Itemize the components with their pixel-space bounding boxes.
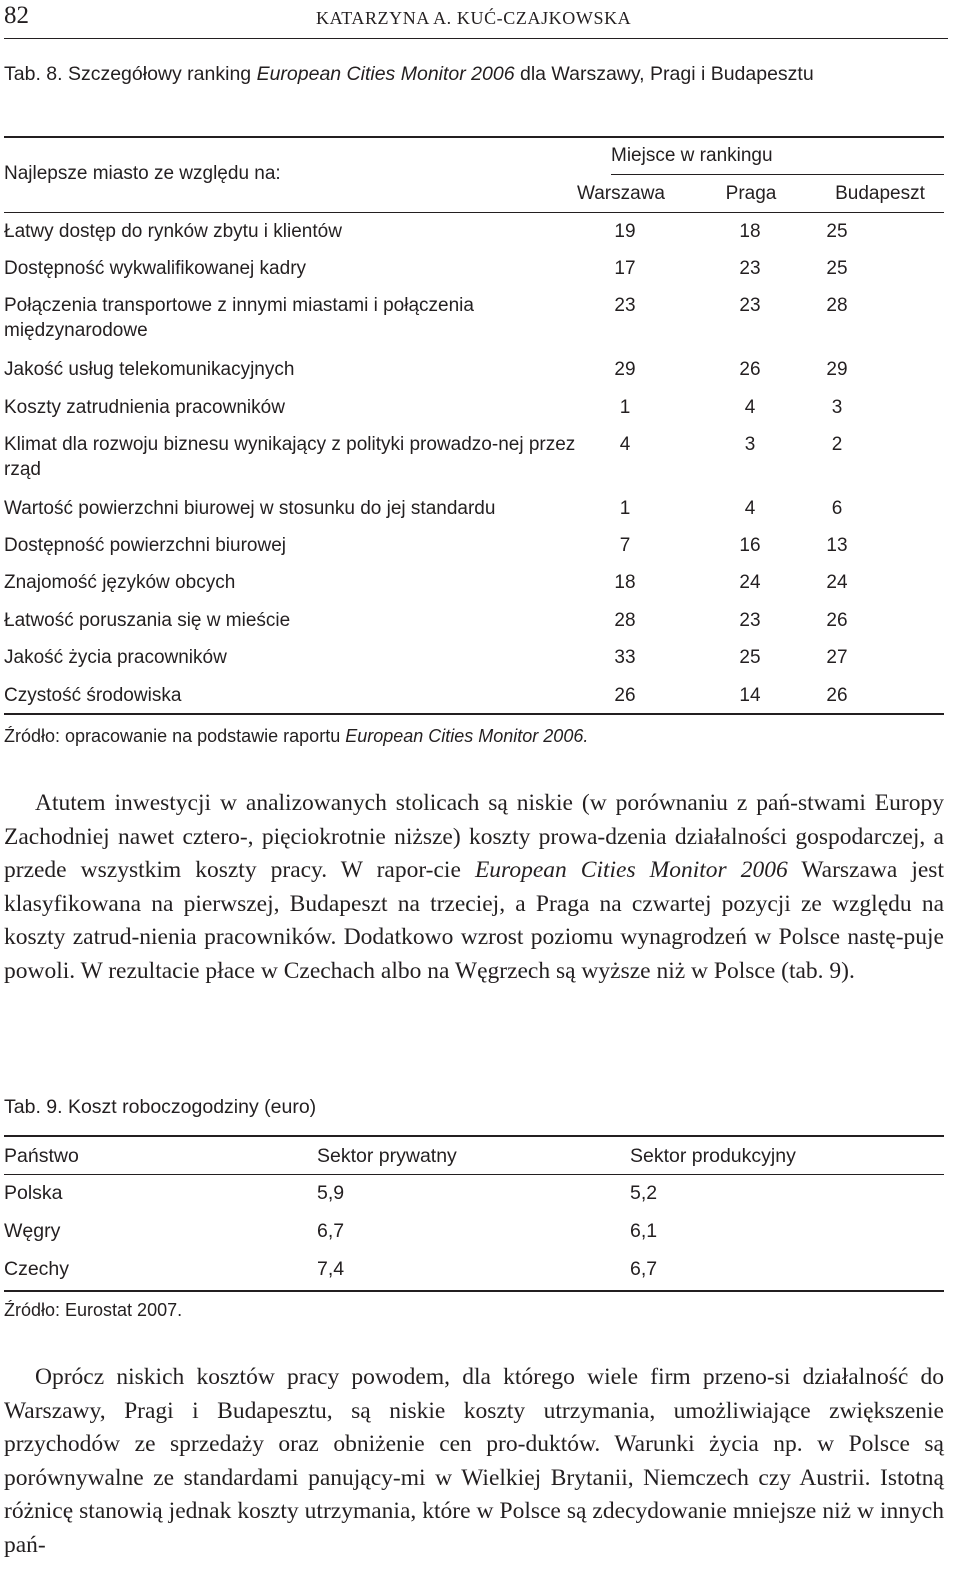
row-label: Połączenia transportowe z innymi miastami i połączenia międzynarodowe — [4, 295, 474, 341]
cell-budapeszt: 26 — [826, 610, 848, 631]
cell-budapeszt: 2 — [831, 434, 843, 455]
table8-header-rule — [4, 212, 944, 213]
table9-source: Źródło: Eurostat 2007. — [4, 1300, 183, 1320]
cell-budapeszt: 13 — [826, 535, 848, 556]
running-title: KATARZYNA A. KUĆ-CZAJKOWSKA — [316, 8, 632, 28]
cell-country: Polska — [4, 1182, 63, 1204]
table8-top-rule — [4, 136, 944, 138]
table8-col-praga: Praga — [725, 183, 777, 204]
table9-col-produkcyjny: Sektor produkcyjny — [630, 1145, 796, 1167]
table8-head-label: Najlepsze miasto ze względu na: — [4, 163, 281, 184]
body-paragraph-2: Oprócz niskich kosztów pracy powodem, dla którego wiele firm przeno-si działalność do Warszawy, Pragi i Budapesztu, są niskie koszty utrzymania, umożliwiające zwiększenie przychodów ze sprzedaży oraz obniżenie cen pro-duktów. Warunki życia np. w Polsce są porównywalne ze standardami panujący-mi w Wielkiej Brytanii, Niemczech czy Austrii. Istotną różnicę stanowią jednak koszty utrzymania, które w Polsce są zdecydowanie mniejsze niż w innych pań- — [4, 1364, 944, 1558]
cell-budapeszt: 27 — [826, 647, 848, 668]
cell-warszawa: 1 — [619, 397, 631, 418]
cell-warszawa: 18 — [614, 572, 636, 593]
cell-praga: 23 — [739, 610, 761, 631]
cell-warszawa: 1 — [619, 498, 631, 519]
cell-praga: 14 — [739, 685, 761, 706]
row-label: Znajomość języków obcych — [4, 572, 236, 593]
cell-warszawa: 23 — [614, 295, 636, 316]
cell-warszawa: 33 — [614, 647, 636, 668]
row-label: Wartość powierzchni biurowej w stosunku do jej standardu — [4, 498, 496, 519]
cell-budapeszt: 25 — [826, 221, 848, 242]
cell-budapeszt: 26 — [826, 685, 848, 706]
cell-budapeszt: 24 — [826, 572, 848, 593]
cell-budapeszt: 28 — [826, 295, 848, 316]
cell-production: 5,2 — [630, 1182, 658, 1204]
page-number: 82 — [4, 2, 29, 29]
cell-praga: 18 — [739, 221, 761, 242]
cell-praga: 24 — [739, 572, 761, 593]
cell-warszawa: 17 — [614, 258, 636, 279]
cell-praga: 23 — [739, 295, 761, 316]
row-label: Jakość usług telekomunikacyjnych — [4, 359, 295, 380]
table9-top-rule — [4, 1135, 944, 1137]
table8-bottom-rule — [4, 713, 944, 715]
row-label: Czystość środowiska — [4, 685, 182, 706]
table8-caption: Tab. 8. Szczegółowy ranking European Cities Monitor 2006 dla Warszawy, Pragi i Budapesztu — [4, 63, 814, 85]
cell-private: 5,9 — [317, 1182, 345, 1204]
row-label: Jakość życia pracowników — [4, 647, 227, 668]
cell-praga: 4 — [744, 498, 756, 519]
cell-private: 7,4 — [317, 1258, 345, 1280]
table8-col-budapeszt: Budapeszt — [835, 183, 925, 204]
cell-warszawa: 19 — [614, 221, 636, 242]
table8-source: Źródło: opracowanie na podstawie raportu European Cities Monitor 2006. — [4, 726, 589, 746]
table9-col-prywatny: Sektor prywatny — [317, 1145, 457, 1167]
cell-budapeszt: 6 — [831, 498, 843, 519]
table8-group-rule — [611, 174, 944, 175]
cell-budapeszt: 29 — [826, 359, 848, 380]
cell-warszawa: 28 — [614, 610, 636, 631]
cell-production: 6,7 — [630, 1258, 658, 1280]
table9-header-rule — [4, 1174, 944, 1175]
cell-budapeszt: 25 — [826, 258, 848, 279]
body-paragraph-1: Atutem inwestycji w analizowanych stolicach są niskie (w porównaniu z pań-stwami Europy Zachodniej nawet cztero-, pięciokrotnie niższe) koszty prowa-dzenia działalności gospodarczej, a przede wszystkim koszty pracy. W rapor-cie European Cities Monitor 2006 Warszawa jest klasyfikowana na pierwszej, Budapeszt na trzeciej, a Praga na czwartej pozycji ze względu na koszty zatrud-nienia pracowników. Dodatkowo wzrost poziomu wynagrodzeń w Polsce nastę-puje powoli. W rezultacie płace w Czechach albo na Węgrzech są wyższe niż w Polsce (tab. 9). — [4, 790, 944, 984]
header-rule — [4, 38, 948, 39]
cell-praga: 25 — [739, 647, 761, 668]
cell-warszawa: 26 — [614, 685, 636, 706]
cell-country: Węgry — [4, 1220, 61, 1242]
table9-caption: Tab. 9. Koszt roboczogodziny (euro) — [4, 1096, 317, 1118]
cell-budapeszt: 3 — [831, 397, 843, 418]
row-label: Łatwość poruszania się w mieście — [4, 610, 291, 631]
cell-country: Czechy — [4, 1258, 70, 1280]
table8-col-warszawa: Warszawa — [577, 183, 665, 204]
cell-warszawa: 29 — [614, 359, 636, 380]
row-label: Koszty zatrudnienia pracowników — [4, 397, 285, 418]
cell-praga: 3 — [744, 434, 756, 455]
row-label: Dostępność wykwalifikowanej kadry — [4, 258, 307, 279]
table9-col-panstwo: Państwo — [4, 1145, 79, 1167]
cell-warszawa: 4 — [619, 434, 631, 455]
cell-praga: 23 — [739, 258, 761, 279]
table9-bottom-rule — [4, 1290, 944, 1292]
cell-praga: 26 — [739, 359, 761, 380]
table8-group-header: Miejsce w rankingu — [611, 145, 773, 166]
row-label: Łatwy dostęp do rynków zbytu i klientów — [4, 221, 342, 242]
cell-praga: 4 — [744, 397, 756, 418]
running-header — [4, 2, 944, 36]
cell-production: 6,1 — [630, 1220, 658, 1242]
row-label: Klimat dla rozwoju biznesu wynikający z polityki prowadzo-nej przez rząd — [4, 434, 576, 480]
row-label: Dostępność powierzchni biurowej — [4, 535, 286, 556]
cell-private: 6,7 — [317, 1220, 345, 1242]
cell-warszawa: 7 — [619, 535, 631, 556]
cell-praga: 16 — [739, 535, 761, 556]
